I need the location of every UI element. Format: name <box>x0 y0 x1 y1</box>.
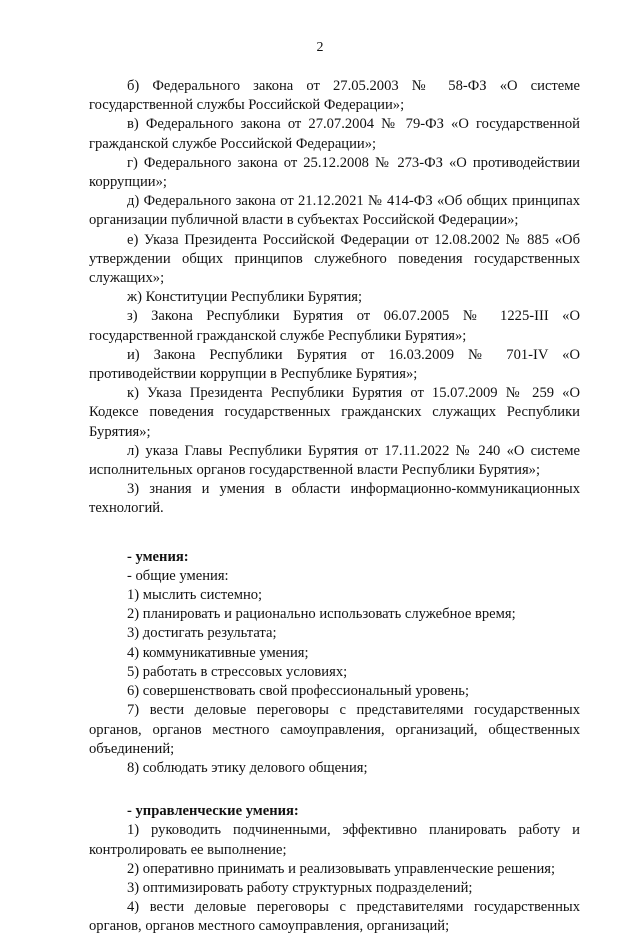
management-skill-item: 3) оптимизировать работу структурных подразделений; <box>127 879 473 896</box>
legal-item: л) указа Главы Республики Бурятия от 17.11.2022 № 240 «О системе исполнительных органов государственной власти Республики Бурятия»; <box>89 442 580 479</box>
skills-subheading: - общие умения: <box>127 567 229 584</box>
legal-item: ж) Конституции Республики Бурятия; <box>127 289 363 306</box>
skill-item: 5) работать в стрессовых условиях; <box>127 663 348 680</box>
management-skills-heading: - управленческие умения: <box>127 803 299 820</box>
management-skill-item: 2) оперативно принимать и реализовывать управленческие решения; <box>127 860 556 877</box>
legal-item: д) Федерального закона от 21.12.2021 № 414-ФЗ «Об общих принципах организации публичной власти в субъектах Российской Федерации»; <box>89 193 580 229</box>
skill-item: 1) мыслить системно; <box>127 587 263 604</box>
skill-item: 7) вести деловые переговоры с представителями государственных органов, органов местного самоуправления, организаций, общественных объединений; <box>89 702 580 757</box>
management-skill-item: 4) вести деловые переговоры с представителями государственных органов, органов местного самоуправления, организаций; <box>89 899 580 935</box>
spacer <box>89 778 580 802</box>
page-number: 2 <box>316 40 324 55</box>
legal-item: е) Указа Президента Российской Федерации от 12.08.2002 № 885 «Об утверждении общих принципов служебного поведения государственных служащих»; <box>89 231 580 287</box>
management-skill-item: 1) руководить подчиненными, эффективно планировать работу и контролировать ее выполнение; <box>89 822 580 858</box>
legal-item: к) Указа Президента Республики Бурятия от 15.07.2009 № 259 «О Кодексе поведения государственных гражданских служащих Республики Бурятия»; <box>89 385 580 440</box>
skills-section <box>89 548 580 778</box>
skill-item: 4) коммуникативные умения; <box>127 644 309 661</box>
legal-item: в) Федерального закона от 27.07.2004 № 79-ФЗ «О государственной гражданской службе Российской Федерации»; <box>89 116 580 152</box>
skills-heading: - умения: <box>127 548 189 565</box>
legal-item: 3) знания и умения в области информационно-коммуникационных технологий. <box>89 481 580 517</box>
document-body <box>89 77 580 937</box>
legal-item: г) Федерального закона от 25.12.2008 № 273-ФЗ «О противодействии коррупции»; <box>89 154 580 191</box>
management-skills-section <box>89 802 580 936</box>
skill-item: 8) соблюдать этику делового общения; <box>127 759 368 776</box>
legal-item: и) Закона Республики Бурятия от 16.03.2009 № 701-IV «О противодействии коррупции в Республике Бурятия»; <box>89 346 580 383</box>
skill-item: 3) достигать результата; <box>127 625 277 642</box>
legal-item: б) Федерального закона от 27.05.2003 № 58-ФЗ «О системе государственной службы Российской Федерации»; <box>89 78 580 114</box>
legal-acts-list <box>89 77 580 519</box>
legal-item: з) Закона Республики Бурятия от 06.07.2005 № 1225-III «О государственной гражданской службе Республики Бурятия»; <box>89 308 580 344</box>
skill-item: 6) совершенствовать свой профессиональный уровень; <box>127 683 470 700</box>
spacer <box>89 519 580 548</box>
skill-item: 2) планировать и рационально использовать служебное время; <box>127 606 516 623</box>
